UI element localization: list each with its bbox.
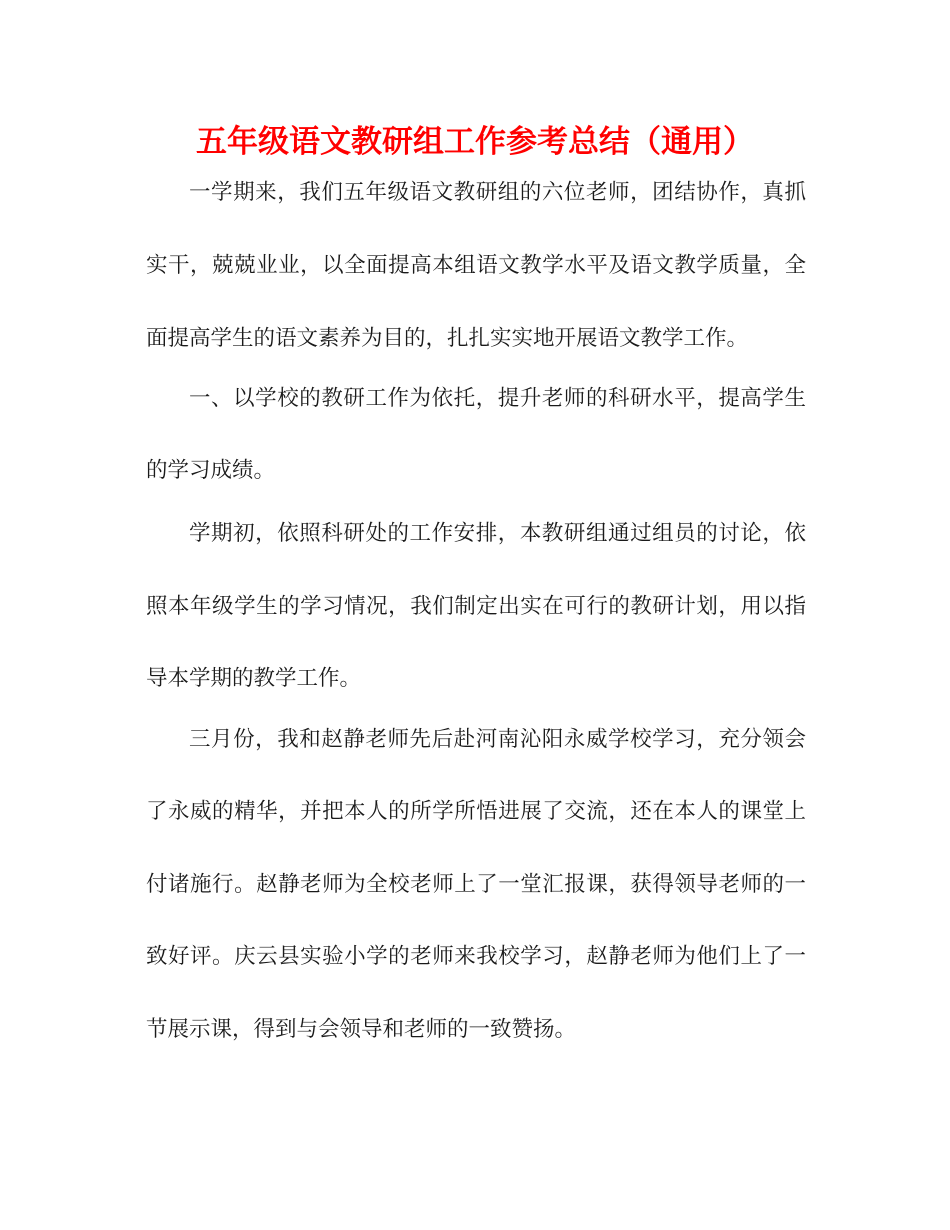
paragraph-line-2: 实干，兢兢业业，以全面提高本组语文教学水平及语文教学质量，全 (146, 253, 806, 278)
paragraph-line-9: 三月份，我和赵静老师先后赴河南沁阳永威学校学习，充分领会 (189, 727, 806, 752)
paragraph-line-13: 节展示课，得到与会领导和老师的一致赞扬。 (146, 1017, 577, 1042)
paragraph-line-1: 一学期来，我们五年级语文教研组的六位老师，团结协作，真抓 (189, 180, 806, 205)
paragraph-line-11: 付诸施行。赵静老师为全校老师上了一堂汇报课，获得领导老师的一 (146, 872, 806, 897)
paragraph-line-12: 致好评。庆云县实验小学的老师来我校学习，赵静老师为他们上了一 (146, 944, 806, 969)
paragraph-line-7: 照本年级学生的学习情况，我们制定出实在可行的教研计划，用以指 (146, 594, 806, 619)
paragraph-line-8: 导本学期的教学工作。 (146, 666, 362, 691)
paragraph-line-10: 了永威的精华，并把本人的所学所悟进展了交流，还在本人的课堂上 (146, 799, 806, 824)
document-title: 五年级语文教研组工作参考总结（通用） (196, 124, 754, 160)
paragraph-line-4: 一、以学校的教研工作为依托，提升老师的科研水平，提高学生 (189, 386, 806, 411)
paragraph-line-6: 学期初，依照科研处的工作安排，本教研组通过组员的讨论，依 (189, 521, 806, 546)
paragraph-line-3: 面提高学生的语文素养为目的，扎扎实实地开展语文教学工作。 (146, 326, 749, 351)
paragraph-line-5: 的学习成绩。 (146, 458, 276, 483)
